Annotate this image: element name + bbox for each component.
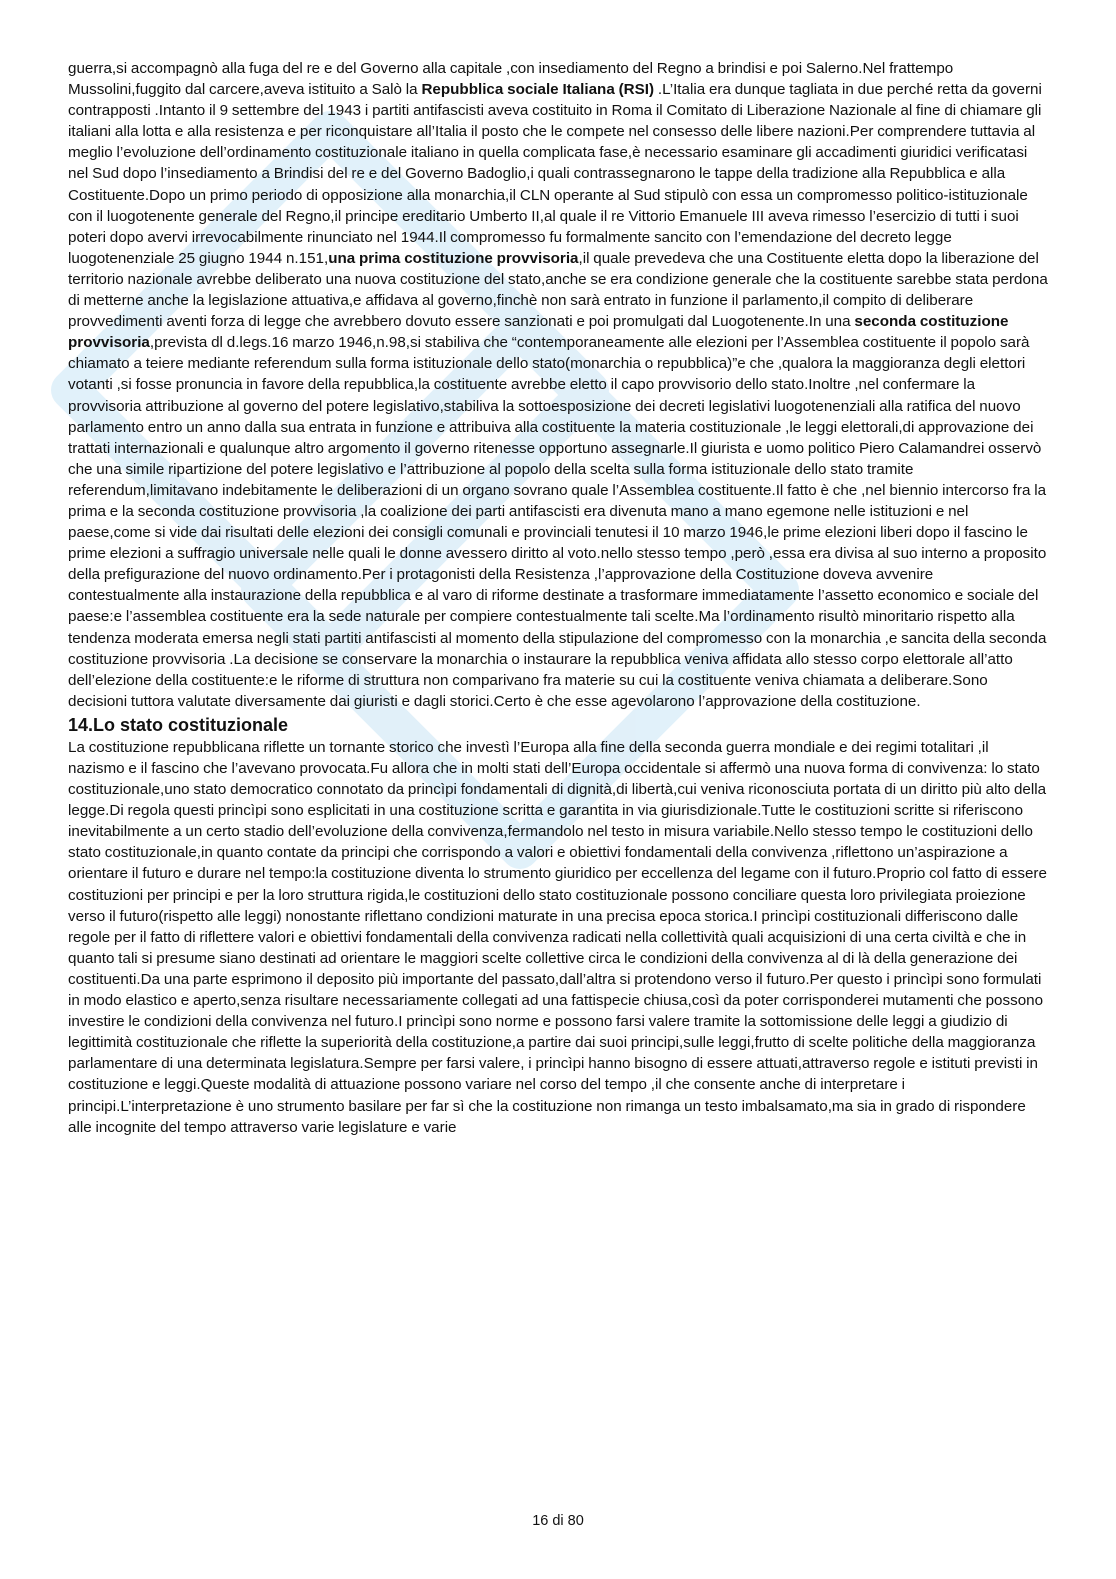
page-number: 16 di 80 [532, 1513, 584, 1529]
page-body [68, 58, 1048, 1138]
term-seconda-costituzione: seconda costituzione provvisoria [68, 313, 1009, 352]
term-rsi: Repubblica sociale Italiana (RSI) [421, 81, 655, 99]
section-heading: 14.Lo stato costituzionale [68, 714, 289, 735]
term-prima-costituzione: una prima costituzione provvisoria [328, 249, 579, 267]
body-paragraph-1: guerra,si accompagnò alla fuga del re e del Governo alla capitale ,con insediamento del Regno a brindisi e poi Salerno.Nel frattempo Mussolini,fuggito dal carcere,aveva istituito a Salò la Repubblica sociale Italiana (RSI) .L’Italia era dunque tagliata in due perché retta da governi contrapposti .Intanto il 9 settembre del 1943 i partiti antifascisti aveva costituito in Roma il Comitato di Liberazione Nazionale al fine di chiamare gli italiani alla lotta e alla resistenza e per riconquistare all’Italia il posto che le compete nel consesso delle libere nazioni.Per comprendere tuttavia al meglio l’evoluzione dell’ordinamento costituzionale italiano in quella complicata fase,è necessario esaminare gli accadimenti giuridici verificatasi nel Sud dopo l’insediamento a Brindisi del re e del Governo Badoglio,i quali contrassegnarono le tappe della tradizione alla Repubblica e alla Costituente.Dopo un primo periodo di opposizione alla monarchia,il CLN operante al Sud stipulò con essa un compromesso politico-istituzionale con il luogotenente generale del Regno,il principe ereditario Umberto II,al quale il re Vittorio Emanuele III aveva rimesso l’esercizio di tutti i suoi poteri dopo avervi irrevocabilmente rinunciato nel 1944.Il compromesso fu formalmente sancito con l’emendazione del decreto legge luogotenenziale 25 giugno 1944 n.151,una prima costituzione provvisoria,il quale prevedeva che una Costituente eletta dopo la liberazione del territorio nazionale avrebbe deliberato una nuova costituzione del stato,anche se era condizione generale che la costituente sarebbe stata perdona di metterne anche la legislazione attuativa,e affidava al governo,finchè non sarà entrato in funzione il parlamento,il compito di deliberare provvedimenti aventi forza di legge che avrebbero dovuto essere sanzionati e poi promulgati dal Luogotenente.In una seconda costituzione provvisoria,prevista dl d.legs.16 marzo 1946,n.98,si stabiliva che “contemporaneamente alle elezioni per l’Assemblea costituente il popolo sarà chiamato a teiere mediante referendum sulla forma istituzionale dello stato(monarchia o repubblica)”e che ,qualora la maggioranza degli elettori votanti ,si fosse pronuncia in favore della repubblica,la costituente avrebbe eletto il capo provvisorio dello stato.Inoltre ,nel confermare la provvisoria attribuzione al governo del potere legislativo,stabiliva la sottoesposizione dei decreti legislativi luogotenenziali alla ratifica del nuovo parlamento entro un anno dalla sua entrata in funzione e attribuiva alla costituente la materia costituzionale ,le leggi elettorali,di approvazione dei trattati internazionali e qualunque altro argomento il governo ritenesse opportuno assegnarle.Il giurista e uomo politico Piero Calamandrei osservò che una simile ripartizione del potere legislativo e l’attribuzione al popolo della scelta sulla forma istituzionale dello stato tramite referendum,limitavano indebitamente le deliberazioni di un organo sovrano quale l’Assemblea costituente.Il fatto è che ,nel biennio intercorso fra la prima e la seconda costituzione provvisoria ,la coalizione dei parti antifascisti era divenuta mano a mano egemone nelle istituzioni e nel paese,come si vide dai risultati delle elezioni dei consigli comunali e provinciali tenutesi il 10 marzo 1946,le prime elezioni liberi dopo il fascino le prime elezioni a suffragio universale nelle quali le donne avessero diritto al voto.nello stesso tempo ,però ,essa era divisa al suo interno a proposito della prefigurazione del nuovo ordinamento.Per i protagonisti della Resistenza ,l’approvazione della Costituzione doveva avvenire contestualmente alla instaurazione della repubblica e al varo di riforme destinate a trasformare immediatamente l’assetto economico e sociale del paese:e l’assemblea costituente era la sede naturale per compiere contestualmente tali scelte.Ma l’ordinamento risultò minoritario rispetto alla tendenza moderata emersa negli stati partiti antifascisti al momento della stipulazione del compromesso con la monarchia ,e sancita della seconda costituzione provvisoria .La decisione se conservare la monarchia o instaurare la repubblica veniva affidata allo stesso corpo elettorale all’atto dell’elezione della costituente:e le riforme di struttura non comparivano fra materie su cui la costituente veniva chiamata a deliberare.Sono decisioni tuttora valutate diversamente dai giuristi e dagli storici.Certo è che esse agevolarono l’approvazione della costituzione. [68, 60, 1048, 710]
body-paragraph-2: La costituzione repubblicana riflette un tornante storico che investì l’Europa alla fine della seconda guerra mondiale e dei regimi totalitari ,il nazismo e il fascino che l’avevano provocata.Fu allora che in molti stati dell’Europa occidentale si affermò una nuova forma di convivenza: lo stato costituzionale,uno stato democratico connotato da princìpi fondamentali di dignità,di libertà,cui veniva riconosciuta portata di un diritto più alto della legge.Di regola questi princìpi sono esplicitati in una costituzione scritta e garantita in via giurisdizionale.Tutte le costituzioni scritte si riferiscono inevitabilmente a un certo stadio dell’evoluzione della convivenza,fermandolo nel testo in misura variabile.Nello stesso tempo le costituzioni dello stato costituzionale,in quanto contate da principi che corrispondo a valori e obiettivi fondamentali della convivenza ,riflettono un’aspirazione a orientare il futuro e durare nel tempo:la costituzione diventa lo strumento giuridico per eccellenza del legame con il futuro.Proprio col fatto di essere costituzioni per principi e per la loro struttura rigida,le costituzioni dello stato costituzionale possono conciliare questa loro privilegiata proiezione verso il futuro(rispetto alle leggi) nonostante riflettano condizioni maturate in una precisa epoca storica.I princìpi costituzionali differiscono dalle regole per il fatto di riflettere valori e obiettivi fondamentali della convivenza radicati nella collettività quali acquisizioni di una certa civiltà e che in quanto tali si presume siano destinati ad orientare le maggiori scelte collettive circa le condizioni della convivenza al di là della generazione dei costituenti.Da una parte esprimono il deposito più importante del passato,dall’altra si protendono verso il futuro.Per questo i princìpi sono formulati in modo elastico e aperto,senza risultare necessariamente collegati ad una fattispecie chiusa,così da poter corrisponderei mutamenti che possono investire le condizioni della convivenza nel futuro.I princìpi sono norme e possono farsi valere tramite la sottomissione delle leggi a giudizio di legittimità costituzionale che riflette la superiorità della costituzione,a partire dai suoi principi,sulle leggi,frutto di scelte politiche della maggioranza parlamentare di una determinata legislatura.Sempre per farsi valere, i princìpi hanno bisogno di essere attuati,attraverso regole e istituti previsti in costituzione e leggi.Queste modalità di attuazione possono variare nel corso del tempo ,il che consente anche di interpretare i principi.L’interpretazione è uno strumento basilare per far sì che la costituzione non rimanga un testo imbalsamato,ma sia in grado di rispondere alle incognite del tempo attraverso varie legislature e varie [68, 738, 1047, 1136]
